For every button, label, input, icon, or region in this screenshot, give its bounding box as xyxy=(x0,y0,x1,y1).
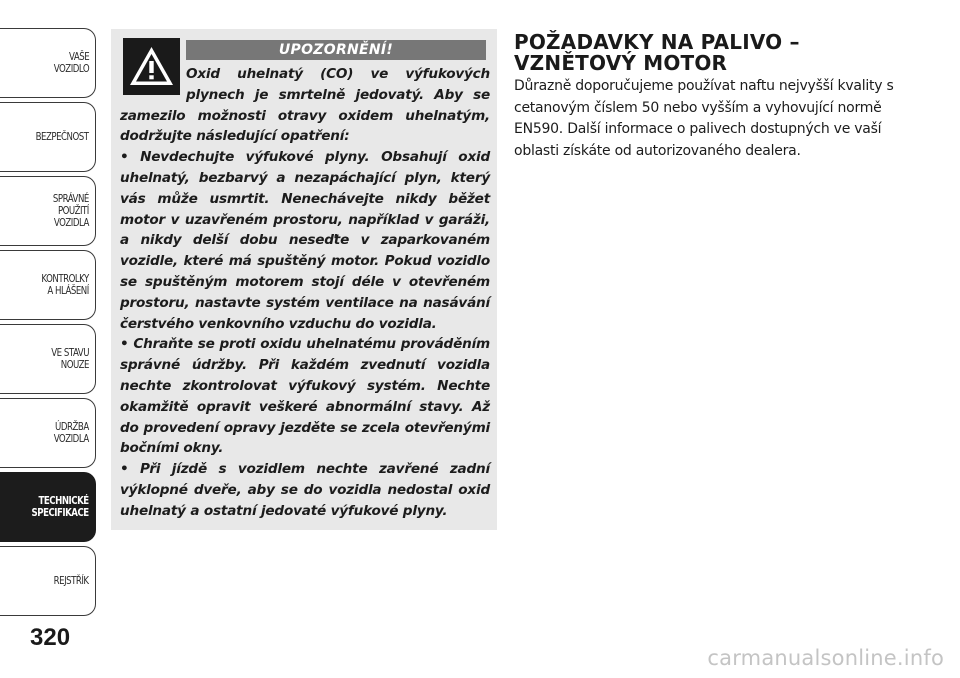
tab-label: REJSTŘÍK xyxy=(54,575,89,587)
tab-technicke-specifikace[interactable] xyxy=(0,472,96,542)
warning-text xyxy=(120,64,490,522)
warning-paragraph: • Nevdechujte výfukové plyny. Obsahují oxid uhelnatý, bezbarvý a nezapáchající plyn, který vás může usmrtit. Nenechávejte nikdy běžet motor v uzavřeném prostoru, například v garáži, a nikdy delší dobu neseďte v zaparkovaném vozidle, které má spuštěný motor. Pokud vozidlo se spuštěným motorem stojí déle v otevřeném prostoru, nastavte systém ventilace na nasávání čerstvého venkovního vzduchu do vozidla. xyxy=(120,149,490,332)
warning-paragraph: Oxid uhelnatý (CO) ve výfukových plynech je smrtelně jedovatý. Aby se zamezilo možnosti otravy oxidem uhelnatým, dodržujte následující opatření: xyxy=(120,66,490,145)
tab-vase-vozidlo[interactable] xyxy=(0,28,96,98)
section-title-line: POŽADAVKY NA PALIVO – xyxy=(514,30,800,54)
warning-paragraph: • Při jízdě s vozidlem nechte zavřené zadní výklopné dveře, aby se do vozidla nedostal oxid uhelnatý a ostatní jedovaté výfukové plyny. xyxy=(120,461,490,519)
tab-label: ÚDRŽBA VOZIDLA xyxy=(53,421,89,445)
tab-label: TECHNICKÉ SPECIFIKACE xyxy=(31,495,89,519)
section-title xyxy=(514,32,914,74)
tab-label: VE STAVU NOUZE xyxy=(51,347,89,371)
tab-ve-stavu-nouze[interactable] xyxy=(0,324,96,394)
page-number: 320 xyxy=(30,624,71,651)
tab-spravne-pouziti-vozidla[interactable] xyxy=(0,176,96,246)
tab-bezpecnost[interactable] xyxy=(0,102,96,172)
section-title-line: VZNĚTOVÝ MOTOR xyxy=(514,51,728,75)
warning-header: UPOZORNĚNÍ! xyxy=(186,40,486,60)
tab-label: VAŠE VOZIDLO xyxy=(53,51,89,75)
tab-label: KONTROLKY A HLÁŠENÍ xyxy=(41,273,89,297)
tab-kontrolky-a-hlaseni[interactable] xyxy=(0,250,96,320)
section-body: Důrazně doporučujeme používat naftu nejvyšší kvality s cetanovým číslem 50 nebo vyšším a vyhovující normě EN590. Další informace o palivech dostupných ve vaší oblasti získáte od autorizovaného dealera. xyxy=(514,78,894,159)
tab-label: SPRÁVNÉ POUŽITÍ VOZIDLA xyxy=(53,193,89,229)
watermark: carmanualsonline.info xyxy=(707,646,944,670)
tab-label: BEZPEČNOST xyxy=(36,131,89,143)
warning-paragraph: • Chraňte se proti oxidu uhelnatému prováděním správné údržby. Při každém zvednutí vozidla nechte zkontrolovat výfukový systém. Nechte okamžitě opravit veškeré abnormální stavy. Až do provedení opravy jezděte se zcela otevřenými bočními okny. xyxy=(120,336,490,457)
tab-rejstrik[interactable] xyxy=(0,546,96,616)
tab-udrzba-vozidla[interactable] xyxy=(0,398,96,468)
